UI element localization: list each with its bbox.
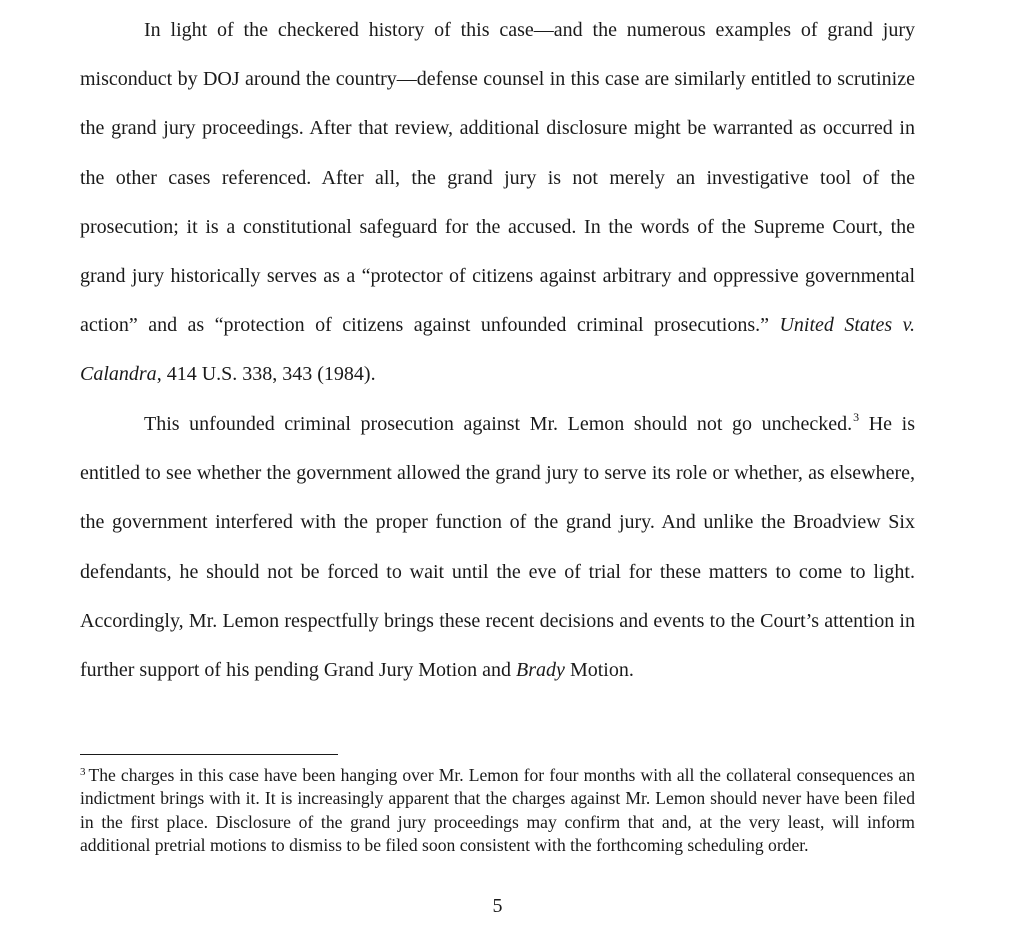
body-paragraph-1	[80, 6, 915, 400]
footnote-number: 3	[80, 766, 86, 778]
paragraph-2-text-b: He is entitled to see whether the government allowed the grand jury to serve its role or whether, as elsewhere, the government interfered with the proper function of the grand jury. And unlike the Broadview Six defendants, he should not be forced to wait until the eve of trial for these matters to come to light. Accordingly, Mr. Lemon respectfully brings these recent decisions and events to the Court’s attention in further support of his pending Grand Jury Motion and	[80, 413, 915, 682]
paragraph-2-text-a: This unfounded criminal prosecution against Mr. Lemon should not go unchecked.	[144, 413, 853, 435]
footnote-text: The charges in this case have been hanging over Mr. Lemon for four months with all the collateral consequences an indictment brings with it. It is increasingly apparent that the charges against Mr. Lemon should never have been filed in the first place. Disclosure of the grand jury proceedings may confirm that and, at the very least, will inform additional pretrial motions to dismiss to be filed soon consistent with the forthcoming scheduling order.	[80, 765, 915, 856]
page-number: 5	[492, 895, 503, 917]
case-citation-reporter: , 414 U.S. 338, 343 (1984).	[156, 363, 376, 386]
footnote-reference-3[interactable]: 3	[853, 410, 860, 424]
brady-italic: Brady	[516, 659, 565, 682]
footnote-separator-rule	[80, 754, 338, 755]
paragraph-2-text-c: Motion.	[564, 659, 634, 682]
case-citation-name: United States v. Calandra	[80, 314, 915, 386]
document-page	[80, 0, 915, 950]
paragraph-1-text-a: In light of the checkered history of this case—and the numerous examples of grand jury misconduct by DOJ around the country—defense counsel in this case are similarly entitled to scrutinize the grand jury proceedings. After that review, additional disclosure might be warranted as occurred in the other cases referenced. After all, the grand jury is not merely an investigative tool of the prosecution; it is a constitutional safeguard for the accused. In the words of the Supreme Court, the grand jury historically serves as a “protector of citizens against arbitrary and oppressive governmental action” and as “protection of citizens against unfounded criminal prosecutions.”	[80, 19, 915, 337]
body-paragraph-2	[80, 400, 915, 695]
footnote-3	[80, 764, 915, 858]
